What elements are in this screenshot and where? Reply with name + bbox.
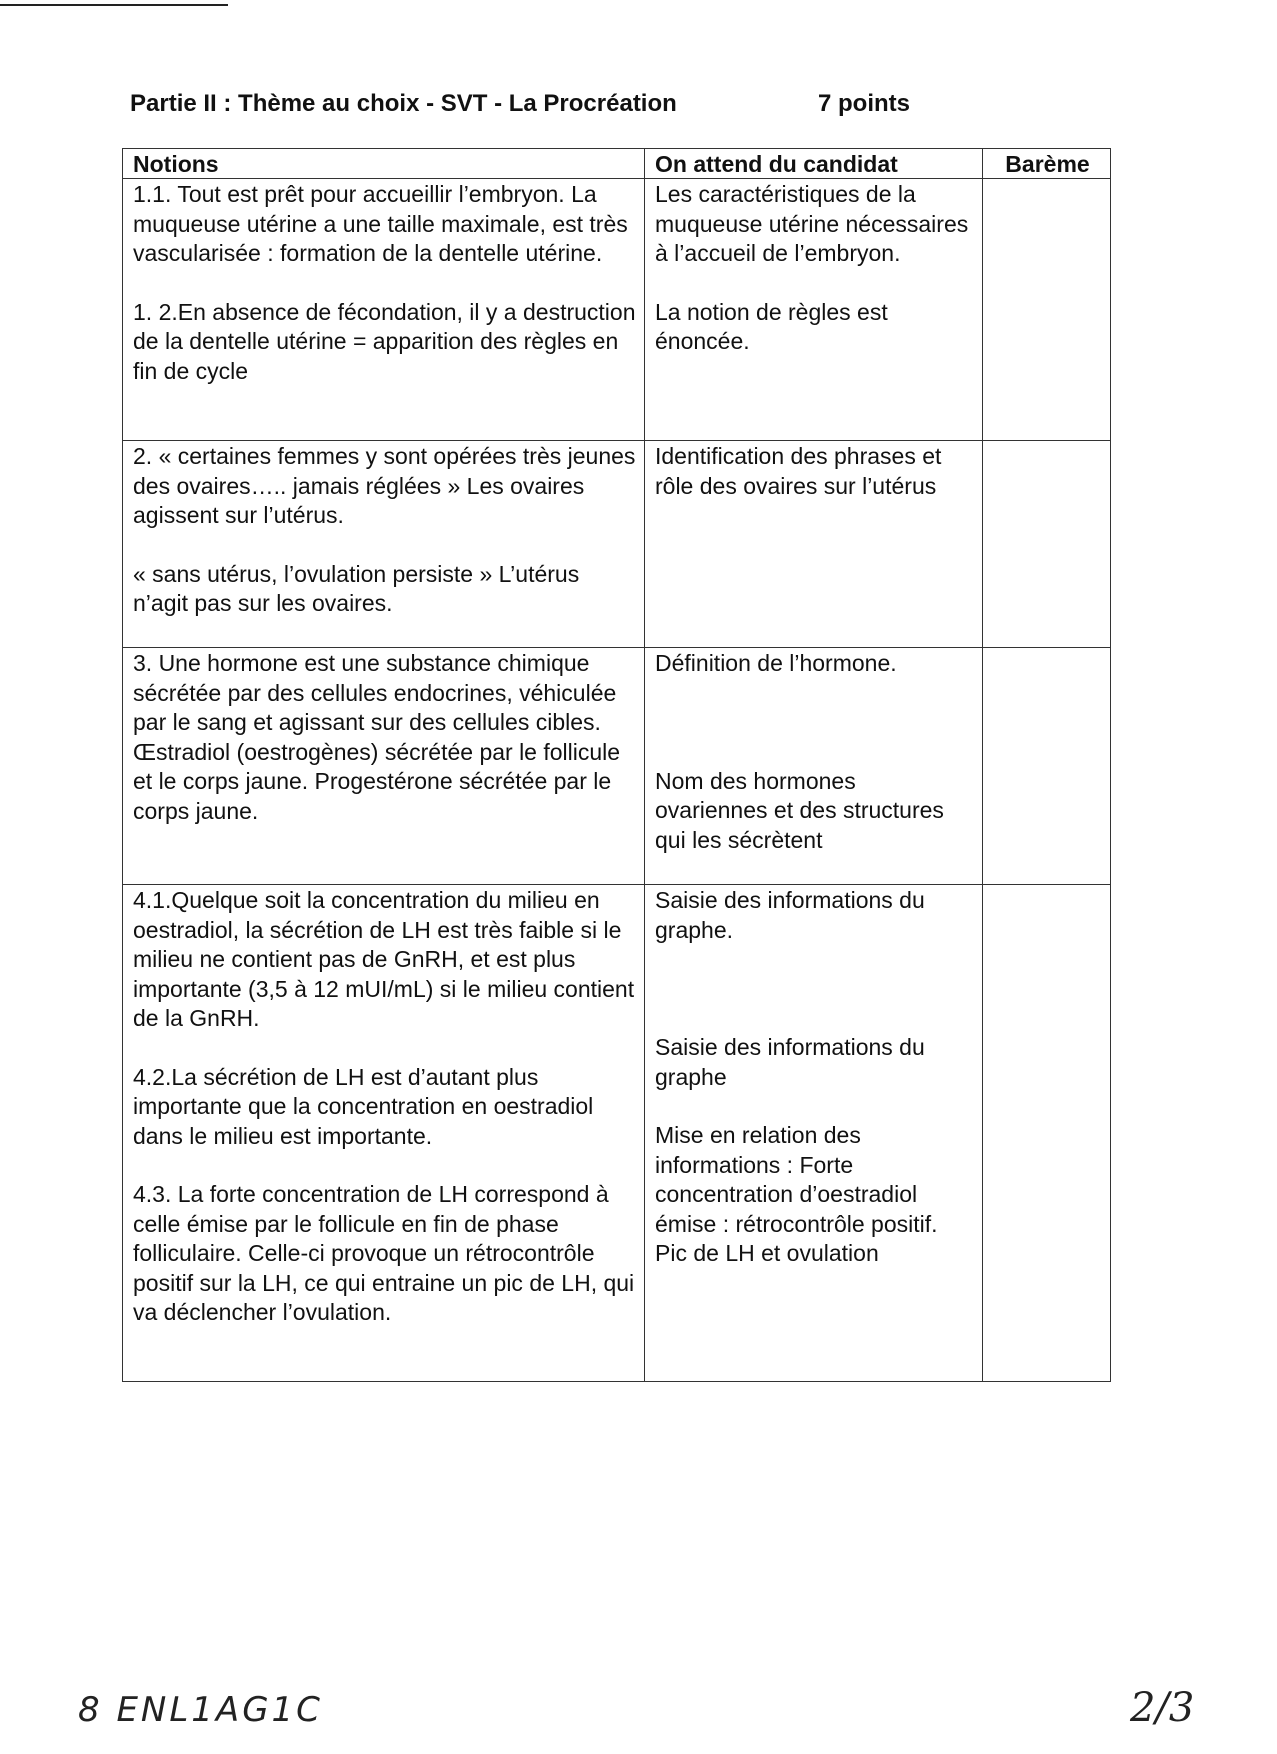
exam-reference: 8 ENL1AG1C [78,1690,323,1730]
table-row [123,885,1111,1382]
bareme-cell [983,885,1111,1382]
page-title: Partie II : Thème au choix - SVT - La Procréation [130,90,677,117]
notions-cell [123,441,645,648]
bareme-cell [983,648,1111,885]
attendu-text: Saisie des informations du graphe. [655,887,925,943]
table-row [123,648,1111,885]
notion-text: 1. 2.En absence de fécondation, il y a destruction de la dentelle utérine = apparition des règles en fin de cycle [133,298,636,384]
table-row [123,441,1111,648]
table-row [123,179,1111,441]
top-rule [0,4,228,6]
attendu-text: Nom des hormones ovariennes et des structures qui les sécrètent [655,767,944,853]
attendu-text: Identification des phrases et rôle des ovaires sur l’utérus [655,443,942,499]
notion-text: 4.3. La forte concentration de LH correspond à celle émise par le follicule en fin de phase folliculaire. Celle-ci provoque un rétrocontrôle positif sur la LH, ce qui entraine un pic de LH, qui va déclencher l’ovulation. [133,1181,635,1325]
notions-cell [123,885,645,1382]
attendus-cell [645,885,983,1382]
points-label: 7 points [818,90,911,117]
attendu-text: Saisie des informations du graphe [655,1034,925,1090]
bareme-cell [983,179,1111,441]
column-header-notions: Notions [123,149,645,179]
table-header-row [123,149,1111,179]
page-number: 2/3 [1130,1685,1195,1731]
bareme-cell [983,441,1111,648]
attendus-cell [645,648,983,885]
attendus-cell [645,179,983,441]
attendu-text: Mise en relation des informations : Forte concentration d’oestradiol émise : rétrocontrôle positif. Pic de LH et ovulation [655,1122,938,1266]
notion-text: 2. « certaines femmes y sont opérées très jeunes des ovaires….. jamais réglées » Les ovaires agissent sur l’utérus. [133,443,636,528]
grading-table [122,148,1111,1382]
notion-text: 4.1.Quelque soit la concentration du milieu en oestradiol, la sécrétion de LH est très faible si le milieu ne contient pas de GnRH, et est plus importante (3,5 à 12 mUI/mL) si le milieu contient de la GnRH. [133,887,635,1031]
notions-cell [123,179,645,441]
attendu-text: Les caractéristiques de la muqueuse utérine nécessaires à l’accueil de l’embryon. [655,181,969,266]
column-header-attendus: On attend du candidat [645,149,983,179]
notion-text: « sans utérus, l’ovulation persiste » L’utérus n’agit pas sur les ovaires. [133,560,580,616]
page-header [130,90,930,118]
notion-text: 1.1. Tout est prêt pour accueillir l’embryon. La muqueuse utérine a une taille maximale, est très vascularisée : formation de la dentelle utérine. [133,181,628,266]
column-header-bareme: Barème [983,149,1111,179]
notion-text: 3. Une hormone est une substance chimique sécrétée par des cellules endocrines, véhiculée par le sang et agissant sur des cellules cibles. Œstradiol (oestrogènes) sécrétée par le follicule et le corps jaune. Progestérone sécrétée par le corps jaune. [133,650,621,824]
notions-cell [123,648,645,885]
attendus-cell [645,441,983,648]
attendu-text: La notion de règles est énoncée. [655,298,888,354]
notion-text: 4.2.La sécrétion de LH est d’autant plus importante que la concentration en oestradiol dans le milieu est importante. [133,1063,594,1149]
attendu-text: Définition de l’hormone. [655,650,897,676]
